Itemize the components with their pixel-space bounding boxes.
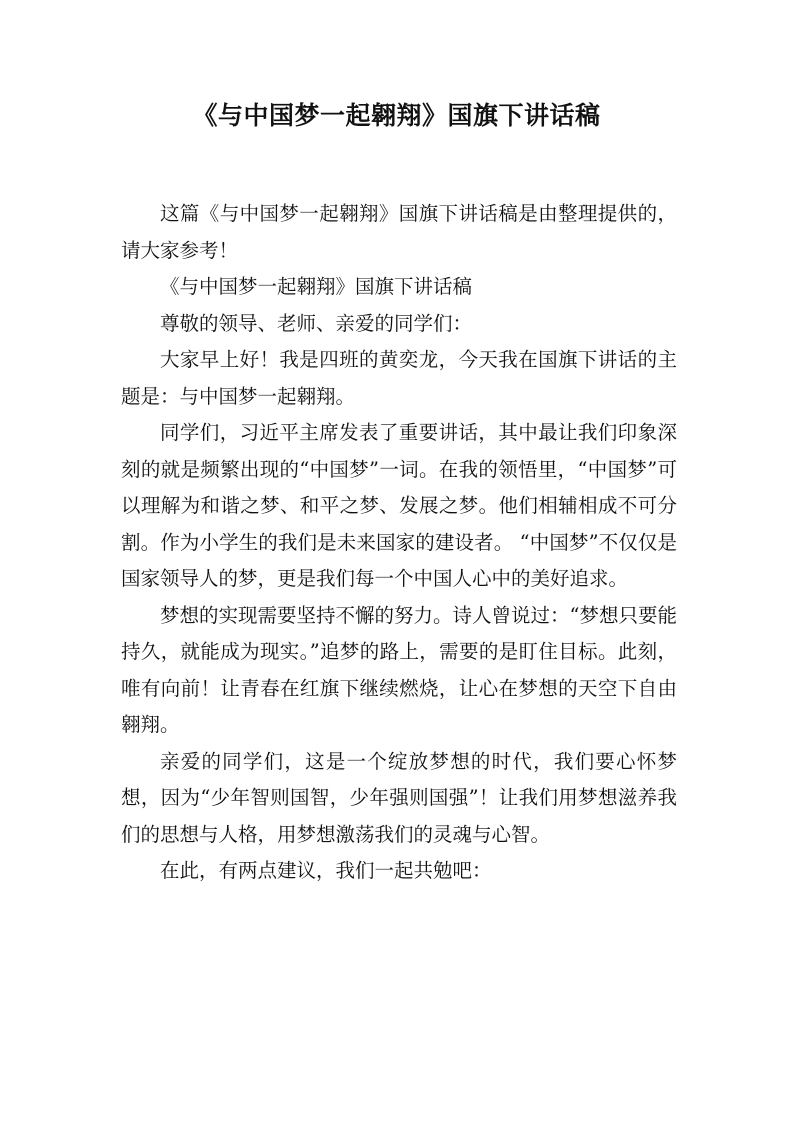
paragraph-intro: 这篇《与中国梦一起翱翔》国旗下讲话稿是由整理提供的，请大家参考！: [121, 202, 677, 262]
paragraph-era-of-dreams: 亲爱的同学们，这是一个绽放梦想的时代，我们要心怀梦想，因为“少年智则国智，少年强则国强”！让我们用梦想滋养我们的思想与人格，用梦想激荡我们的灵魂与心智。: [121, 749, 677, 846]
document-title: 《与中国梦一起翱翔》国旗下讲话稿: [192, 101, 601, 130]
paragraph-subtitle: 《与中国梦一起翱翔》国旗下讲话稿: [160, 275, 473, 298]
paragraph-greeting: 大家早上好！我是四班的黄奕龙，今天我在国旗下讲话的主题是：与中国梦一起翱翔。: [121, 348, 677, 408]
document-body: [121, 196, 677, 890]
paragraph-suggestions: 在此，有两点建议，我们一起共勉吧：: [160, 859, 492, 882]
paragraph-perseverance: 梦想的实现需要坚持不懈的努力。诗人曾说过：“梦想只要能持久，就能成为现实。”追梦的路上，需要的是盯住目标。此刻，唯有向前！让青春在红旗下继续燃烧，让心在梦想的天空下自由翱翔。: [121, 603, 677, 736]
paragraph-salutation: 尊敬的领导、老师、亲爱的同学们：: [160, 311, 473, 335]
paragraph-chinese-dream: 同学们，习近平主席发表了重要讲话，其中最让我们印象深刻的就是频繁出现的“中国梦”一词。在我的领悟里，“中国梦”可以理解为和谐之梦、和平之梦、发展之梦。他们相辅相成不可分割。作为小学生的我们是未来国家的建设者。 “中国梦”不仅仅是国家领导人的梦，更是我们每一个中国人心中的美好追求。: [121, 421, 677, 590]
